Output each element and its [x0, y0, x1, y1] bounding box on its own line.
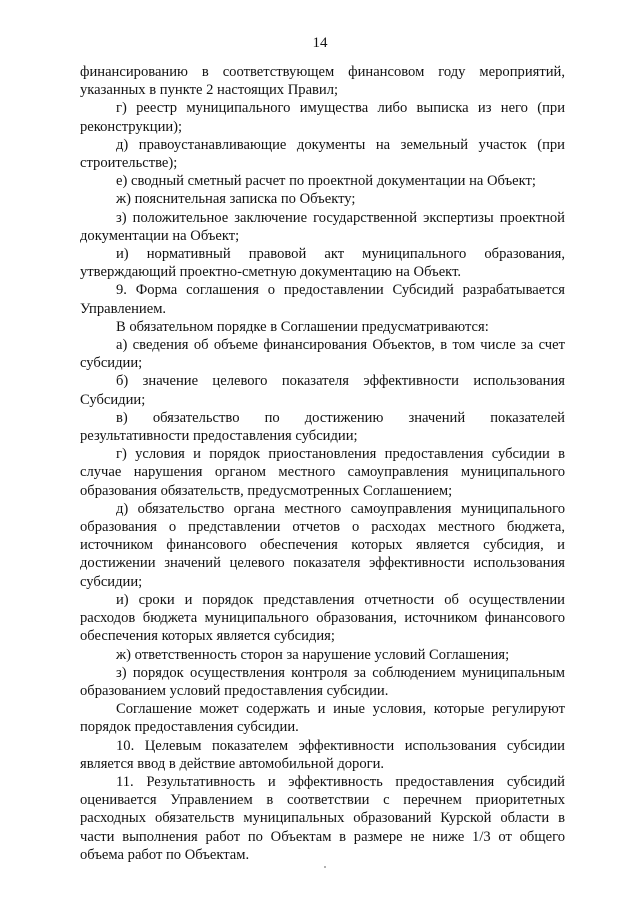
- list-item-z-expertise: з) положительное заключение государственной экспертизы проектной документации на Объект;: [80, 209, 565, 244]
- paragraph-continuation: финансированию в соответствующем финансовом году мероприятий, указанных в пункте 2 настоящих Правил;: [80, 64, 565, 99]
- provision-z-control: з) порядок осуществления контроля за соблюдением муниципальным образованием условий предоставления субсидии.: [80, 664, 565, 699]
- agreement-provisions-intro: В обязательном порядке в Соглашении предусматриваются:: [116, 318, 489, 335]
- list-item-d-land-documents: д) правоустанавливающие документы на земельный участок (при строительстве);: [80, 136, 565, 172]
- section-9-agreement-form: 9. Форма соглашения о предоставлении Субсидий разрабатывается Управлением.: [80, 282, 565, 317]
- scan-speck: [324, 866, 326, 868]
- page-number: 14: [312, 35, 328, 51]
- section-10-target-indicator: 10. Целевым показателем эффективности использования субсидии является ввод в действие автомобильной дороги.: [80, 737, 565, 772]
- document-body: [80, 63, 565, 864]
- provision-g-suspension: г) условия и порядок приостановления предоставления субсидии в случае нарушения органом местного самоуправления муниципального образования обязательств, предусмотренных Соглашением;: [80, 446, 565, 499]
- list-item-e-estimate: е) сводный сметный расчет по проектной документации на Объект;: [116, 173, 536, 190]
- provision-zh-responsibility: ж) ответственность сторон за нарушение условий Соглашения;: [116, 646, 510, 663]
- agreement-other-conditions: Соглашение может содержать и иные условия, которые регулируют порядок предоставления субсидии.: [80, 701, 565, 736]
- list-item-g-registry: г) реестр муниципального имущества либо выписка из него (при реконструкции);: [80, 100, 565, 135]
- provision-b-target-indicator: б) значение целевого показателя эффективности использования Субсидии;: [80, 373, 565, 408]
- provision-d-reports: д) обязательство органа местного самоуправления муниципального образования о представлении отчетов о расходах местного бюджета, источником финансового обеспечения которых является субсидия, и достижении значений целевого показателя эффективности использования субсидии;: [80, 500, 565, 590]
- provision-a-funding: а) сведения об объеме финансирования Объектов, в том числе за счет субсидии;: [80, 337, 565, 372]
- provision-i-reporting-terms: и) сроки и порядок представления отчетности об осуществлении расходов бюджета муниципального образования, источником финансового обеспечения которых является субсидия;: [80, 591, 565, 645]
- section-11-effectiveness: 11. Результативность и эффективность предоставления субсидий оценивается Управлением в соответствии с перечнем приоритетных расходных обязательств муниципальных образований Курской области в части выполнения работ по Объектам в размере не ниже 1/3 от общего объема работ по Объектам.: [80, 773, 565, 863]
- list-item-zh-explanatory-note: ж) пояснительная записка по Объекту;: [116, 191, 356, 208]
- list-item-i-legal-act: и) нормативный правовой акт муниципального образования, утверждающий проектно-сметную документацию на Объект.: [80, 246, 565, 281]
- provision-v-obligation: в) обязательство по достижению значений показателей результативности предоставления субсидии;: [80, 409, 565, 445]
